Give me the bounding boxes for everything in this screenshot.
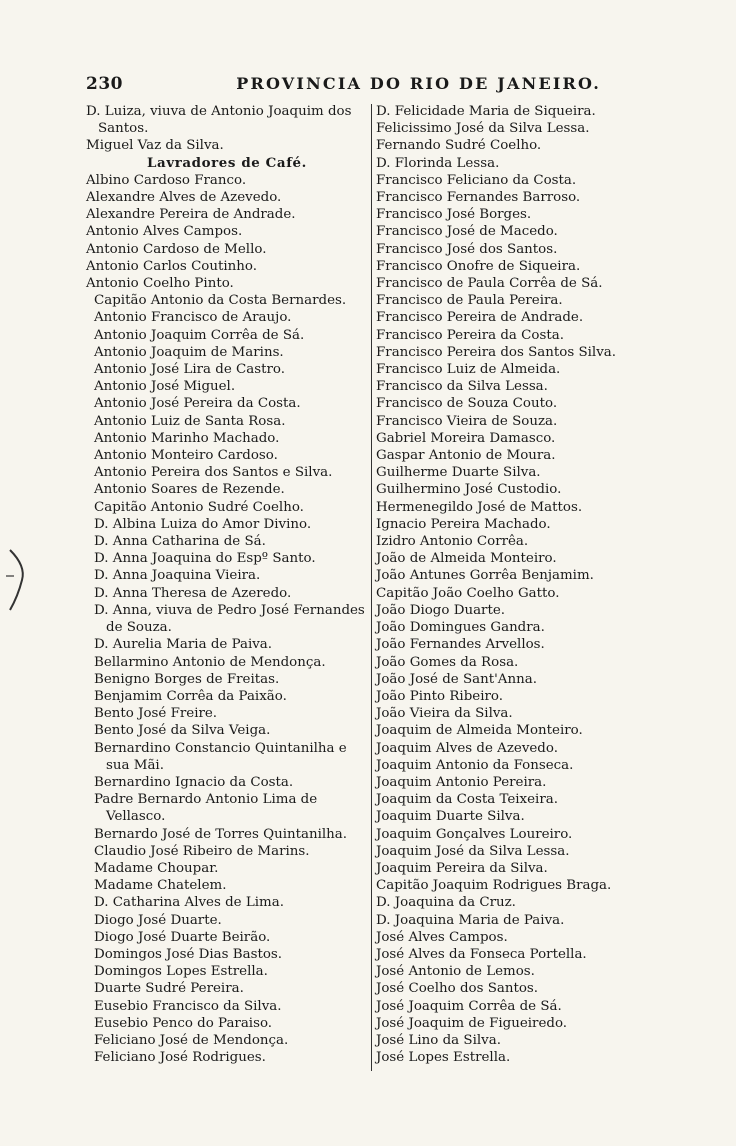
- left-column-entry: Capitão Antonio Sudré Coelho.: [94, 499, 304, 515]
- left-column-entry: Bernardino Ignacio da Costa.: [94, 774, 294, 790]
- left-column-entry: D. Catharina Alves de Lima.: [94, 895, 284, 911]
- right-column-entry: Francisco José de Macedo.: [376, 224, 558, 240]
- right-column-entry: Hermenegildo José de Mattos.: [376, 499, 583, 515]
- right-column-entry: Joaquim Antonio Pereira.: [376, 774, 547, 790]
- right-column-entry: José Antonio de Lemos.: [376, 964, 535, 980]
- right-column-entry: Joaquim Pereira da Silva.: [376, 860, 548, 876]
- right-column-entry: Francisco Luiz de Almeida.: [376, 362, 561, 378]
- right-column-entry: Joaquim Gonçalves Loureiro.: [376, 826, 573, 842]
- right-column: [376, 103, 644, 1066]
- left-column-entry: D. Anna Joaquina Vieira.: [94, 568, 261, 584]
- left-column-entry: Claudio José Ribeiro de Marins.: [94, 843, 310, 859]
- left-column: [86, 103, 368, 1066]
- left-column-entry: D. Anna Theresa de Azeredo.: [94, 585, 292, 601]
- right-column-entry: Francisco de Paula Corrêa de Sá.: [376, 276, 603, 292]
- left-column-entry: Antonio José Lira de Castro.: [94, 362, 285, 378]
- right-column-entry: Guilhermino José Custodio.: [376, 482, 562, 498]
- left-column-entry: Miguel Vaz da Silva.: [86, 138, 224, 154]
- left-column-entry: Bento José da Silva Veiga.: [94, 723, 271, 739]
- right-column-entry: Capitão João Coelho Gatto.: [376, 585, 560, 601]
- left-column-entry: Benjamim Corrêa da Paixão.: [94, 688, 287, 704]
- margin-bracket-mark: [4, 546, 30, 614]
- right-column-entry: Gaspar Antonio de Moura.: [376, 448, 556, 464]
- left-column-entry: Antonio Joaquim de Marins.: [94, 344, 284, 360]
- right-column-entry: João Fernandes Arvellos.: [376, 637, 545, 653]
- left-column-entry: Bellarmino Antonio de Mendonça.: [94, 654, 326, 670]
- right-column-entry: José Alves da Fonseca Portella.: [376, 946, 587, 962]
- right-column-entry: João Antunes Gorrêa Benjamim.: [376, 568, 594, 584]
- left-column-entry: Antonio Francisco de Araujo.: [94, 310, 292, 326]
- left-column-entry: D. Anna Catharina de Sá.: [94, 534, 266, 550]
- right-column-entry: Francisco Vieira de Souza.: [376, 413, 558, 429]
- right-column-entry: Guilherme Duarte Silva.: [376, 465, 541, 481]
- left-column-entry: Madame Choupar.: [94, 860, 219, 876]
- left-column-entry: Benigno Borges de Freitas.: [94, 671, 280, 687]
- left-column-entry: Antonio Monteiro Cardoso.: [94, 448, 278, 464]
- left-column-entry: Diogo José Duarte.: [94, 912, 222, 928]
- right-column-entry: Francisco Onofre de Siqueira.: [376, 258, 581, 274]
- right-column-entry: Francisco José dos Santos.: [376, 241, 558, 257]
- right-column-entry: José Joaquim Corrêa de Sá.: [376, 998, 562, 1014]
- left-column-entry: Diogo José Duarte Beirão.: [94, 929, 271, 945]
- right-column-entry: Francisco da Silva Lessa.: [376, 379, 548, 395]
- left-column-entry: D. Aurelia Maria de Paiva.: [94, 637, 273, 653]
- section-heading: Lavradores de Café.: [147, 154, 307, 171]
- right-column-entry: José Lopes Estrella.: [376, 1050, 511, 1066]
- left-column-entry: Bento José Freire.: [94, 706, 218, 722]
- right-column-entry: Joaquim Alves de Azevedo.: [376, 740, 558, 756]
- right-column-entry: Fernando Sudré Coelho.: [376, 138, 542, 154]
- left-column-entry: D. Anna Joaquina do Espº Santo.: [94, 551, 316, 567]
- right-column-entry: D. Joaquina Maria de Paiva.: [376, 912, 565, 928]
- right-column-entry: Joaquim Duarte Silva.: [376, 809, 525, 825]
- right-column-entry: Joaquim Antonio da Fonseca.: [376, 757, 574, 773]
- left-column-entry: Madame Chatelem.: [94, 878, 227, 894]
- left-column-entry: Antonio Luiz de Santa Rosa.: [94, 413, 286, 429]
- left-column-entry: Antonio Cardoso de Mello.: [86, 241, 267, 257]
- right-column-entry: João Vieira da Silva.: [376, 706, 513, 722]
- left-column-entry: Duarte Sudré Pereira.: [94, 981, 244, 997]
- right-column-entry: José Alves Campos.: [376, 929, 508, 945]
- right-column-entry: Francisco Pereira da Costa.: [376, 327, 564, 343]
- left-column-entry: Capitão Antonio da Costa Bernardes.: [94, 293, 347, 309]
- right-column-entry: Joaquim de Almeida Monteiro.: [376, 723, 583, 739]
- right-column-entry: Francisco José Borges.: [376, 207, 532, 223]
- right-column-entry: D. Florinda Lessa.: [376, 155, 500, 171]
- right-column-entry: Francisco Feliciano da Costa.: [376, 172, 577, 188]
- right-column-entry: Francisco Fernandes Barroso.: [376, 190, 581, 206]
- right-column-entry: José Joaquim de Figueiredo.: [376, 1015, 568, 1031]
- left-column-entry: Antonio Joaquim Corrêa de Sá.: [94, 327, 305, 343]
- right-column-entry: Felicissimo José da Silva Lessa.: [376, 121, 590, 137]
- right-column-entry: Izidro Antonio Corrêa.: [376, 534, 529, 550]
- right-column-entry: João Domingues Gandra.: [376, 620, 545, 636]
- page-header: [86, 74, 601, 98]
- left-column-entry: Antonio Carlos Coutinho.: [86, 258, 257, 274]
- left-column-entry: Eusebio Francisco da Silva.: [94, 998, 282, 1014]
- right-column-entry: João de Almeida Monteiro.: [376, 551, 557, 567]
- column-divider: [371, 104, 372, 1071]
- left-column-entry: D. Albina Luiza do Amor Divino.: [94, 516, 312, 532]
- left-column-entry: Domingos José Dias Bastos.: [94, 946, 283, 962]
- left-column-entry: D. Luiza, viuva de Antonio Joaquim dos Santos.: [86, 104, 352, 137]
- left-column-entry: Feliciano José Rodrigues.: [94, 1050, 266, 1066]
- right-column-entry: José Coelho dos Santos.: [376, 981, 539, 997]
- right-column-entry: Francisco de Souza Couto.: [376, 396, 558, 412]
- right-column-entry: D. Joaquina da Cruz.: [376, 895, 516, 911]
- left-column-entry: Antonio Alves Campos.: [86, 224, 243, 240]
- left-column-entry: Domingos Lopes Estrella.: [94, 964, 268, 980]
- left-column-entry: Bernardo José de Torres Quintanilha.: [94, 826, 348, 842]
- page-number: 230: [86, 74, 123, 94]
- left-column-entry: Antonio José Miguel.: [94, 379, 236, 395]
- left-column-entry: Feliciano José de Mendonça.: [94, 1032, 289, 1048]
- left-column-entry: Padre Bernardo Antonio Lima de Vellasco.: [94, 792, 318, 825]
- left-column-entry: Antonio Pereira dos Santos e Silva.: [94, 465, 333, 481]
- left-column-entry: Bernardino Constancio Quintanilha e sua Mãi.: [94, 740, 347, 773]
- left-column-entry: Albino Cardoso Franco.: [86, 172, 247, 188]
- right-column-entry: José Lino da Silva.: [376, 1032, 501, 1048]
- left-column-entry: Antonio Soares de Rezende.: [94, 482, 285, 498]
- right-column-entry: João Gomes da Rosa.: [376, 654, 519, 670]
- running-title: PROVINCIA DO RIO DE JANEIRO.: [236, 74, 601, 93]
- right-column-entry: Francisco Pereira de Andrade.: [376, 310, 584, 326]
- left-column-entry: D. Anna, viuva de Pedro José Fernandes de Souza.: [94, 602, 365, 636]
- right-column-entry: Joaquim da Costa Teixeira.: [376, 792, 558, 808]
- right-column-entry: Capitão Joaquim Rodrigues Braga.: [376, 878, 612, 894]
- right-column-entry: João Diogo Duarte.: [376, 602, 506, 618]
- right-column-entry: Francisco de Paula Pereira.: [376, 293, 563, 309]
- left-column-entry: Alexandre Alves de Azevedo.: [86, 190, 282, 206]
- right-column-entry: João Pinto Ribeiro.: [376, 688, 503, 704]
- left-column-entry: Antonio José Pereira da Costa.: [94, 396, 301, 412]
- left-column-entry: Antonio Coelho Pinto.: [86, 276, 234, 292]
- left-column-entry: Antonio Marinho Machado.: [94, 430, 280, 446]
- left-column-entry: Alexandre Pereira de Andrade.: [86, 207, 296, 223]
- right-column-entry: Francisco Pereira dos Santos Silva.: [376, 344, 617, 360]
- left-column-entry: Eusebio Penco do Paraiso.: [94, 1015, 273, 1031]
- right-column-entry: D. Felicidade Maria de Siqueira.: [376, 104, 596, 119]
- right-column-entry: Ignacio Pereira Machado.: [376, 516, 551, 532]
- right-column-entry: João José de Sant'Anna.: [376, 671, 537, 687]
- right-column-entry: Joaquim José da Silva Lessa.: [376, 843, 570, 859]
- right-column-entry: Gabriel Moreira Damasco.: [376, 430, 556, 446]
